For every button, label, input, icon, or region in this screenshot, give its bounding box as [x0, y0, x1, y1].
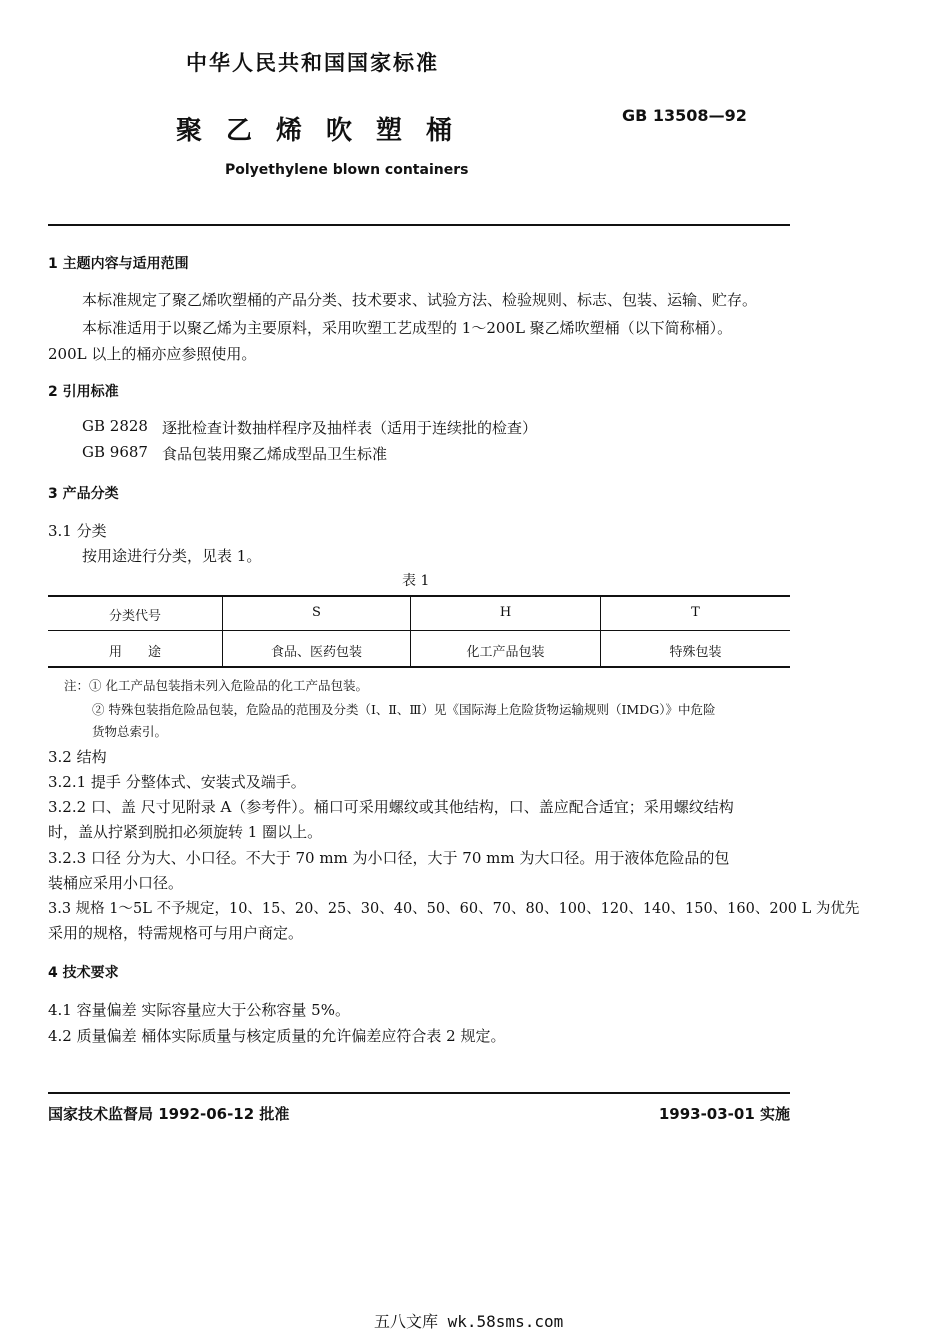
table-header-cell: T — [691, 605, 700, 620]
ref-title: 逐批检查计数抽样程序及抽样表（适用于连续批的检查） — [162, 419, 538, 437]
ref-code: GB 9687 — [82, 443, 148, 461]
footer-rule — [48, 1092, 790, 1094]
sec321: 3.2.1 提手 分整体式、安装式及端手。 — [48, 773, 306, 791]
standard-code: GB 13508—92 — [622, 106, 747, 125]
sec42: 4.2 质量偏差 桶体实际质量与核定质量的允许偏差应符合表 2 规定。 — [48, 1027, 506, 1045]
sec41: 4.1 容量偏差 实际容量应大于公称容量 5%。 — [48, 1001, 350, 1019]
table-header-cell: S — [312, 605, 321, 620]
ref-title: 食品包装用聚乙烯成型品卫生标准 — [162, 445, 388, 463]
header-rule — [48, 224, 790, 226]
title-cn: 聚乙烯吹塑桶 — [176, 116, 477, 146]
table-cell: 化工产品包装 — [466, 645, 545, 660]
sec1-para1: 本标准规定了聚乙烯吹塑桶的产品分类、技术要求、试验方法、检验规则、标志、包装、运输、贮存。 — [82, 291, 758, 309]
sec322-line2: 时，盖从拧紧到脱扣必须旋转 1 圈以上。 — [48, 823, 323, 841]
table-caption: 表 1 — [402, 573, 430, 589]
national-standard-label: 中华人民共和国国家标准 — [186, 51, 439, 75]
table-header-cell: H — [499, 605, 512, 620]
table-note-2-line1: ② 特殊包装指危险品包装，危险品的范围及分类（Ⅰ、Ⅱ、Ⅲ）见《国际海上危险货物运输规则（IMDG）》中危险 — [92, 702, 716, 717]
sec31-heading: 3.1 分类 — [48, 522, 107, 540]
sec33-line1: 3.3 规格 1～5L 不予规定，10、15、20、25、30、40、50、60、70、80、100、120、140、150、160、200 L 为优先 — [48, 901, 860, 917]
sec4-heading: 4 技术要求 — [48, 965, 119, 981]
sec1-para2-line2: 200L 以上的桶亦应参照使用。 — [48, 345, 257, 363]
sec323-line1: 3.2.3 口径 分为大、小口径。不大于 70 mm 为小口径，大于 70 mm 为大口径。用于液体危险品的包 — [48, 849, 730, 867]
ref-code: GB 2828 — [82, 417, 148, 435]
table-note-2-line2: 货物总索引。 — [92, 724, 168, 739]
table-cell: 用 途 — [108, 645, 161, 660]
sec32-heading: 3.2 结构 — [48, 748, 107, 766]
table-note-1: 注：① 化工产品包装指未列入危险品的化工产品包装。 — [64, 678, 368, 693]
effective-date: 1993-03-01 实施 — [658, 1105, 790, 1123]
table-header-cell: 分类代号 — [108, 609, 161, 624]
table-cell: 特殊包装 — [669, 645, 722, 660]
approval-line: 国家技术监督局 1992-06-12 批准 — [48, 1105, 290, 1123]
title-en: Polyethylene blown containers — [225, 162, 469, 178]
sec33-line2: 采用的规格，特需规格可与用户商定。 — [48, 924, 304, 942]
sec323-line2: 装桶应采用小口径。 — [48, 874, 184, 892]
table-cell: 食品、医药包装 — [270, 645, 362, 660]
sec3-heading: 3 产品分类 — [48, 486, 119, 502]
sec1-para2-line1: 本标准适用于以聚乙烯为主要原料，采用吹塑工艺成型的 1～200L 聚乙烯吹塑桶（以下简称桶）。 — [82, 319, 733, 337]
sec1-heading: 1 主题内容与适用范围 — [48, 256, 189, 272]
sec322-line1: 3.2.2 口、盖 尺寸见附录 A（参考件）。桶口可采用螺纹或其他结构，口、盖应配合适宜；采用螺纹结构 — [48, 798, 734, 816]
watermark: 五八文库 wk.58sms.com — [374, 1312, 564, 1331]
sec2-heading: 2 引用标准 — [48, 384, 119, 400]
sec31-text: 按用途进行分类，见表 1。 — [82, 547, 262, 565]
